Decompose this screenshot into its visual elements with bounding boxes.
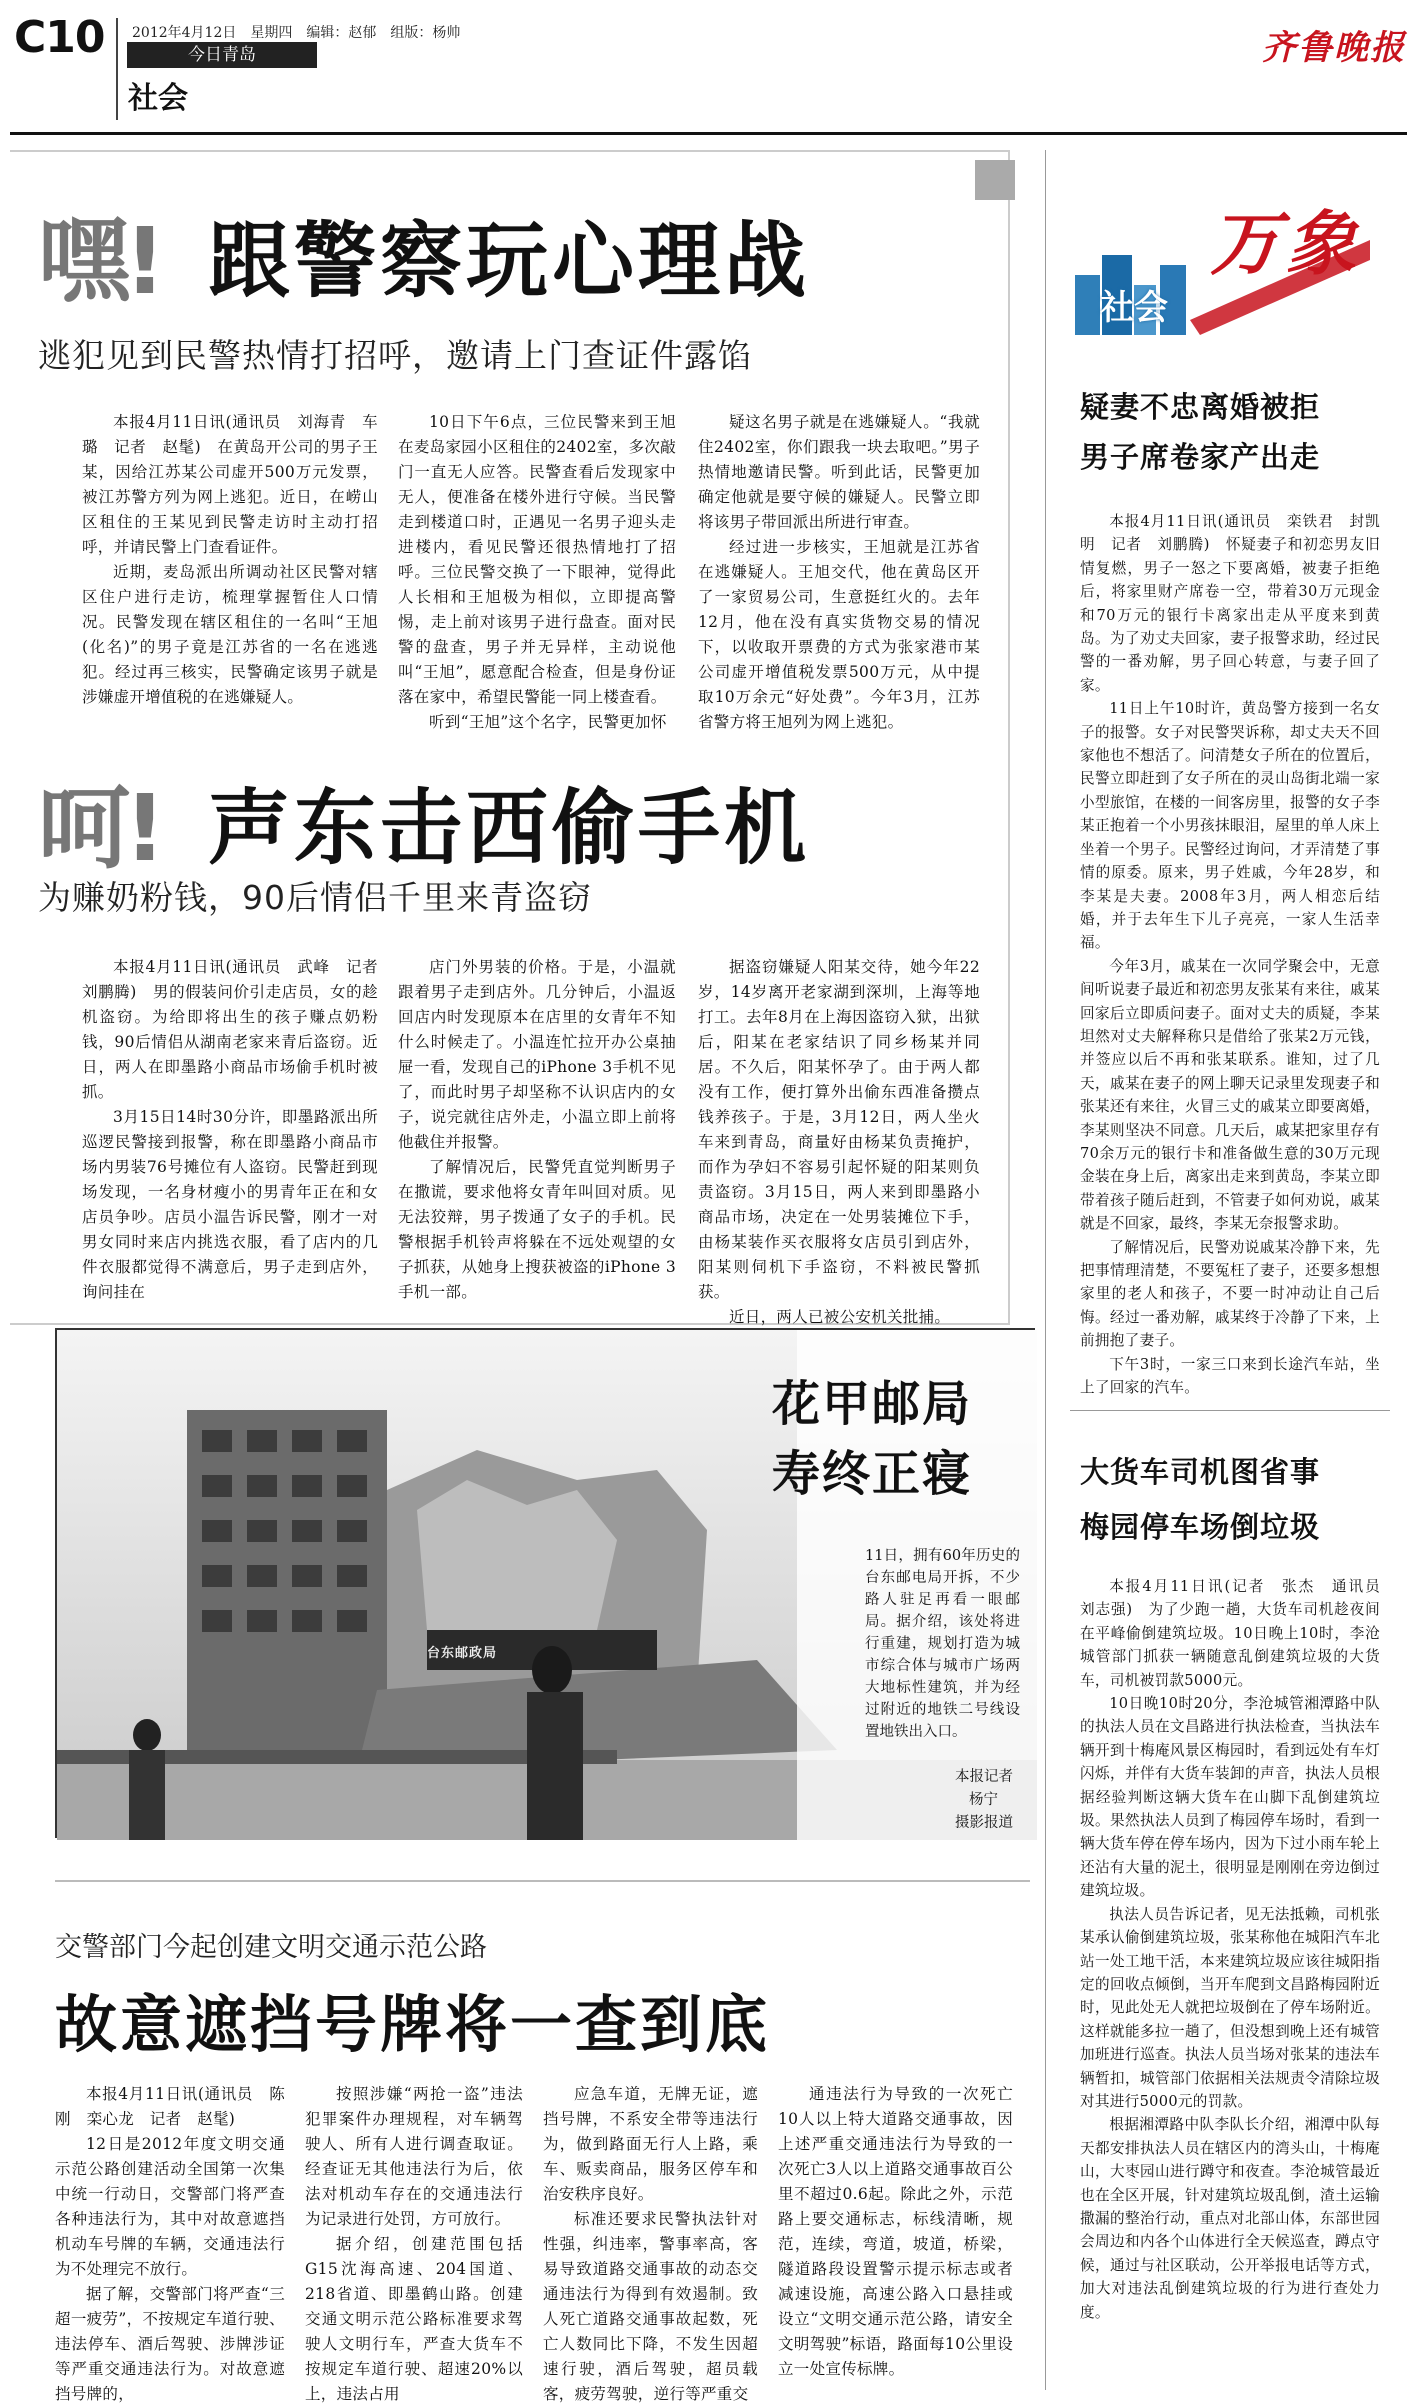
side-separator xyxy=(1070,1410,1390,1411)
side1-headline-line2: 男子席卷家产出走 xyxy=(1080,440,1321,474)
section-tag: 今日青岛 xyxy=(127,42,317,68)
side2-para: 执法人员告诉记者，见无法抵赖，司机张某承认偷倒建筑垃圾，张某称他在城阳汽车北站一处工地干活，本来建筑垃圾应该往城阳指定的回收点倾倒，当开车爬到文昌路梅园附近时，见此处无人就把垃圾倒在了停车场附近。这样就能多拉一趟了，但没想到晚上还有城管加班进行巡查。执法人员当场对张某的违法车辆暂扣，城管部门依据相关法规责令清除垃圾对其进行5000元的罚款。 xyxy=(1080,1905,1380,2110)
paper-name: 齐鲁晚报 xyxy=(1262,28,1406,68)
story3-kicker: 交警部门今起创建文明交通示范公路 xyxy=(55,1932,487,1963)
story3-headline: 故意遮挡号牌将一查到底 xyxy=(55,1988,771,2061)
story3-col1-para: 12日是2012年度文明交通示范公路创建活动全国第一次集中统一行动日，交警部门将严查各种违法行为，其中对故意遮挡机动车号牌的车辆，交通违法行为不处理完不放行。 xyxy=(55,2135,285,2278)
story3-col2-para: 按照涉嫌“两抢一盗”违法犯罪案件办理规程，对车辆驾驶人、所有人进行调查取证。经查证无其他违法行为后，依法对机动车存在的交通违法行为记录进行处罚，方可放行。 xyxy=(305,2085,523,2228)
story1-col1-para: 近期，麦岛派出所调动社区民警对辖区住户进行走访，梳理掌握暂住人口情况。民警发现在辖区租住的一名叫“王旭(化名)”的男子竟是江苏省的一名在逃逃犯。经过再三核实，民警确定该男子就是涉嫌虚开增值税的在逃嫌疑人。 xyxy=(82,563,378,706)
masthead-divider xyxy=(116,18,118,120)
side1-headline-line1: 疑妻不忠离婚被拒 xyxy=(1080,390,1321,424)
masthead-rule xyxy=(10,132,1407,135)
story2-col1-para: 3月15日14时30分许，即墨路派出所巡逻民警接到报警，称在即墨路小商品市场内男装76号摊位有人盗窃。民警赶到现场发现，一名身材瘦小的男青年正在和女店员争吵。店员小温告诉民警，刚才一对男女同时来店内挑选衣服，看了店内的几件衣服都觉得不满意后，男子走到店外，询问挂在 xyxy=(82,1108,378,1301)
building-sign: 台东邮政局 xyxy=(427,1646,498,1661)
side1-body xyxy=(1080,510,1380,1395)
side1-para: 了解情况后，民警劝说戚某冷静下来，先把事情理清楚，不要冤枉了妻子，还要多想想家里的老人和孩子，不要一时冲动让自己后悔。经过一番劝解，戚某终于冷静了下来，上前拥抱了妻子。 xyxy=(1080,1238,1380,1350)
story2-col2 xyxy=(398,955,676,1320)
story2-col2-para: 店门外男装的价格。于是，小温就跟着男子走到店外。几分钟后，小温返回店内时发现原本在店里的女青年不知什么时候走了。小温连忙拉开办公桌抽屉一看，发现自己的iPhone 3手机不见了，而此时男子却坚称不认识店内的女子，说完就往店外走，小温立即上前将他截住并报警。 xyxy=(398,958,676,1151)
photo-headline-line2: 寿终正寝 xyxy=(772,1446,973,1502)
photo-credit-1: 本报记者 xyxy=(955,1769,1013,1785)
section-title: 社会 xyxy=(128,81,188,116)
story1-prefix: 嘿! xyxy=(38,208,160,315)
story2-col1-para: 本报4月11日讯(通讯员 武峰 记者 刘鹏腾) 男的假装问价引走店员，女的趁机盗窃。为给即将出生的孩子赚点奶粉钱，90后情侣从湖南老家来青后盗窃。近日，两人在即墨路小商品市场偷手机时被抓。 xyxy=(82,958,394,1101)
side-logo-text-b: 万象 xyxy=(1210,202,1362,285)
story3-col3 xyxy=(543,2082,758,2403)
story3-col1-para: 据了解，交警部门将严查“三超一疲劳”，不按规定车道行驶、违法停车、酒后驾驶、涉牌涉证等严重交通违法行为。对故意遮挡号牌的， xyxy=(55,2285,285,2403)
story2-prefix: 呵! xyxy=(38,775,160,882)
story1-col2-para: 10日下午6点，三位民警来到王旭在麦岛家园小区租住的2402室，多次敲门一直无人应答。民警查看后发现家中无人，便准备在楼外进行守候。当民警走到楼道口时，正遇见一名男子迎头走进楼内，看见民警还很热情地打了招呼。三位民警交换了一下眼神，觉得此人长相和王旭极为相似，立即提高警惕，走上前对该男子进行盘查。面对民警的盘查，男子并无异样，主动说他叫“王旭”，愿意配合检查，但是身份证落在家中，希望民警能一同上楼查看。 xyxy=(398,413,676,706)
side1-para: 本报4月11日讯(通讯员 栾铁君 封凯明 记者 刘鹏腾) 怀疑妻子和初恋男友旧情复燃，男子一怒之下要离婚，被妻子拒绝后，将家里财产席卷一空，带着30万元现金和70万元的银行卡离家出走从平度来到黄岛。为了劝丈夫回家，妻子报警求助，经过民警的一番劝解，男子回心转意，与妻子回了家。 xyxy=(1080,513,1380,694)
story2-headline: 声东击西偷手机 xyxy=(208,781,811,876)
side2-headline-line1: 大货车司机图省事 xyxy=(1080,1455,1321,1489)
photo-credit-2: 杨宁 xyxy=(969,1792,998,1808)
story2-col2-para: 了解情况后，民警凭直觉判断男子在撒谎，要求他将女青年叫回对质。见无法狡辩，男子拨通了女子的手机。民警根据手机铃声将躲在不远处观望的女子抓获，从她身上搜获被盗的iPhone 3手机一部。 xyxy=(398,1158,676,1301)
story2-col3-para: 据盗窃嫌疑人阳某交待，她今年22岁，14岁离开老家湖到深圳，上海等地打工。去年8月在上海因盗窃入狱，出狱后，阳某在老家结识了同乡杨某并同居。不久后，阳某怀孕了。由于两人都没有工作，便打算外出偷东西准备攒点钱养孩子。于是，3月12日，两人坐火车来到青岛，商量好由杨某负责掩护，而作为孕妇不容易引起怀疑的阳某则负责盗窃。3月15日，两人来到即墨路小商品市场，决定在一处男装摊位下手，由杨某装作买衣服将女店员引到店外，阳某则伺机下手盗窃，不料被民警抓获。 xyxy=(698,958,980,1301)
demolition-photo xyxy=(55,1328,1035,1838)
side2-para: 10日晚10时20分，李沧城管湘潭路中队的执法人员在文昌路进行执法检查，当执法车辆开到十梅庵风景区梅园时，看到远处有车灯闪烁，并伴有大货车装卸的声音，执法人员根据经验判断这辆大货车在山脚下乱倒建筑垃圾。果然执法人员到了梅园停车场时，看到一辆大货车停在停车场内，因为下过小雨车轮上还沾有大量的泥土，很明显是刚刚在旁边倒过建筑垃圾。 xyxy=(1080,1695,1380,1900)
story3-col3-para: 应急车道，无牌无证，遮挡号牌，不系安全带等违法行为，做到路面无行人上路，乘车、贩卖商品，服务区停车和治安秩序良好。 xyxy=(543,2085,758,2203)
story2-col3 xyxy=(698,955,980,1326)
story3-top-rule xyxy=(55,1880,1030,1882)
side1-para: 11日上午10时许，黄岛警方接到一名女子的报警。女子对民警哭诉称，却丈夫天不回家他也不想活了。问清楚女子所在的位置后，民警立即赶到了女子所在的灵山岛街北端一家小型旅馆，在楼的一间客房里，报警的女子李某正抱着一个小男孩抹眼泪，屋里的单人床上坐着一个男子。民警经过询问，才弄清楚了事情的原委。原来，男子姓戚，今年28岁，和李某是夫妻。2008年3月，两人相恋后结婚，并于去年生下儿子亮亮，一家人生活幸福。 xyxy=(1080,700,1380,952)
story1-col2 xyxy=(398,410,676,731)
story3-col1 xyxy=(55,2082,285,2403)
story3-col1-para: 本报4月11日讯(通讯员 陈刚 栾心龙 记者 赵髦) xyxy=(55,2085,285,2128)
sidebar-divider xyxy=(1045,150,1046,2390)
story3-col4-para: 通违法行为导致的一次死亡10人以上特大道路交通事故，因上述严重交通违法行为导致的一次死亡3人以上道路交通事故百公里不超过0.6起。除此之外，示范路上要交通标志，标线清晰，规范，连续，弯道，坡道，桥梁，隧道路段设置警示提示标志或者减速设施，高速公路入口悬挂或设立“文明交通示范公路，请安全文明驾驶”标语，路面每10公里设立一处宣传标牌。 xyxy=(778,2085,1013,2378)
side1-para: 今年3月，戚某在一次同学聚会中，无意间听说妻子最近和初恋男友张某有来往，戚某回家后立即质问妻子。面对丈夫的质疑，李某坦然对丈夫解释称只是借给了张某2万元钱，并签应以后不再和张某联系。谁知，过了几天，戚某在妻子的网上聊天记录里发现妻子和张某还有来往，火冒三丈的戚某立即要离婚，李某则坚决不同意。几天后，戚某把家里存有70余万元的银行卡和准备做生意的30万元现金装在身上后，离家出走来到黄岛，李某立即带着孩子随后赶到，不管妻子如何劝说，戚某就是不回家，最终，李某无奈报警求助。 xyxy=(1080,957,1380,1233)
story1-subhead: 逃犯见到民警热情打招呼，邀请上门查证件露馅 xyxy=(38,336,752,375)
story2-col1 xyxy=(82,955,394,1320)
date-line: 2012年4月12日 星期四 编辑：赵郁 组版：杨帅 xyxy=(132,25,461,41)
story1-col3 xyxy=(698,410,980,731)
photo-credit-3: 摄影报道 xyxy=(955,1815,1013,1831)
page-number: C10 xyxy=(14,12,105,63)
side-logo-text-a: 社会 xyxy=(1100,288,1168,328)
story1-col2-para: 听到“王旭”这个名字，民警更加怀 xyxy=(429,713,667,731)
story2-subhead: 为赚奶粉钱，90后情侣千里来青盗窃 xyxy=(38,878,592,917)
side2-para: 根据湘潭路中队李队长介绍，湘潭中队每天都安排执法人员在辖区内的湾头山，十梅庵山，大枣园山进行蹲守和夜查。李沧城管最近也在全区开展，针对建筑垃圾乱倒，渣土运输撒漏的整治行动，重点对北部山体，东部世园会周边和内各个山体进行全天候巡查，蹲点守候，通过与社区联动，公开举报电话等方式，加大对违法乱倒建筑垃圾的行为进行查处力度。 xyxy=(1080,2116,1380,2321)
side-logo xyxy=(1070,180,1370,350)
side2-body xyxy=(1080,1575,1395,2390)
story3-col4 xyxy=(778,2082,1013,2392)
story1-col3-para: 疑这名男子就是在逃嫌疑人。“我就住2402室，你们跟我一块去取吧。”男子热情地邀请民警。听到此话，民警更加确定他就是要守候的嫌疑人。民警立即将该男子带回派出所进行审查。 xyxy=(698,413,980,531)
side1-para: 下午3时，一家三口来到长途汽车站，坐上了回家的汽车。 xyxy=(1080,1355,1380,1397)
story1-col3-para: 经过进一步核实，王旭就是江苏省在逃嫌疑人。王旭交代，他在黄岛区开了一家贸易公司，生意挺红火的。去年12月，他在没有真实货物交易的情况下，以收取开票费的方式为张家港市某公司虚开增值税发票500万元，从中提取10万余元“好处费”。今年3月，江苏省警方将王旭列为网上逃犯。 xyxy=(698,538,980,731)
story1-col1-para: 本报4月11日讯(通讯员 刘海青 车璐 记者 赵髦) 在黄岛开公司的男子王某，因给江苏某公司虚开500万元发票，被江苏警方列为网上逃犯。近日，在崂山区租住的王某见到民警走访时主动打招呼，并请民警上门查看证件。 xyxy=(82,413,378,556)
story2-col3-para: 近日，两人已被公安机关批捕。 xyxy=(729,1308,951,1326)
story3-col2-para: 据介绍，创建范围包括G15沈海高速、204国道、218省道、即墨鹤山路。创建交通文明示范公路标准要求驾驶人文明行车，严查大货车不按规定车道行驶、超速20%以上，违法占用 xyxy=(305,2235,523,2403)
story3-col2 xyxy=(305,2082,523,2403)
story1-headline: 跟警察玩心理战 xyxy=(208,214,811,309)
side2-para: 本报4月11日讯(记者 张杰 通讯员 刘志强) 为了少跑一趟，大货车司机趁夜间在平峰偷倒建筑垃圾。10日晚上10时，李沧城管部门抓获一辆随意乱倒建筑垃圾的大货车，司机被罚款5000元。 xyxy=(1080,1578,1395,1689)
story1-col1 xyxy=(82,410,378,710)
side2-headline-line2: 梅园停车场倒垃圾 xyxy=(1080,1510,1321,1544)
story3-col3-para: 标准还要求民警执法针对性强，纠违率，警事率高，客易导致道路交通事故的动态交通违法行为得到有效遏制。致人死亡道路交通事故起数，死亡人数同比下降，不发生因超速行驶，酒后驾驶，超员载客，疲劳驾驶，逆行等严重交 xyxy=(543,2210,758,2403)
photo-caption: 11日，拥有60年历史的台东邮电局开拆，不少路人驻足再看一眼邮局。据介绍，该处将进行重建，规划打造为城市综合体与城市广场两大地标性建筑，并为经过附近的地铁二号线设置地铁出入口。 xyxy=(865,1548,1020,1740)
story1-frame-corner xyxy=(975,160,1015,200)
photo-headline-line1: 花甲邮局 xyxy=(772,1376,973,1432)
